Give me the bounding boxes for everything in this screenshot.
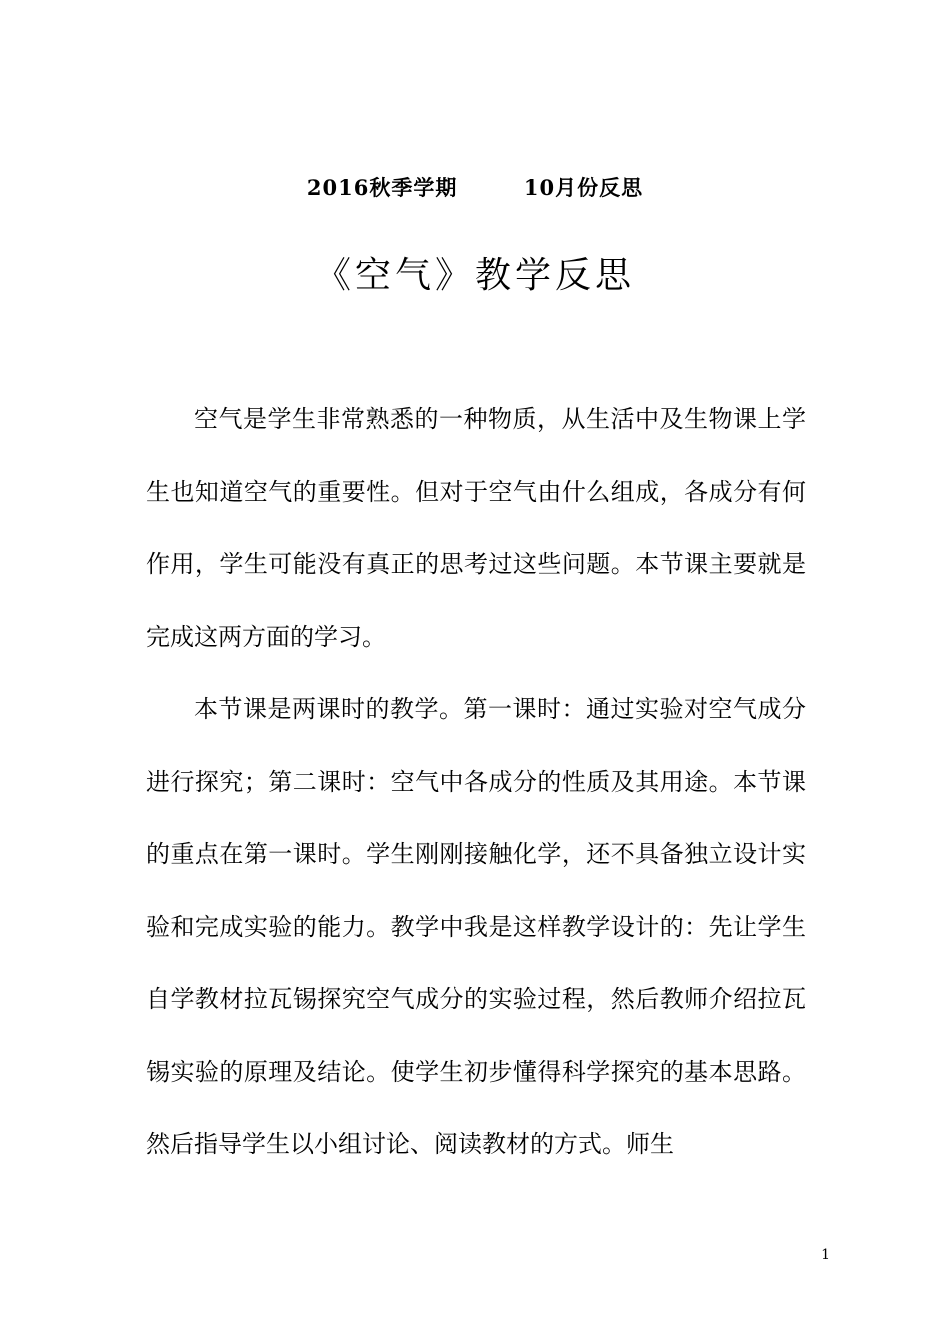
page-number: 1 [821,1247,830,1263]
page-title: 《空气》教学反思 [314,255,635,296]
paragraph: 空气是学生非常熟悉的一种物质，从生活中及生物课上学生也知道空气的重要性。但对于空气由什么组成，各成分有何作用，学生可能没有真正的思考过这些问题。本节课主要就是完成这两方面的学习。 [146,405,806,651]
semester-header: 2016秋季学期 10月份反思 [306,175,644,200]
body-text [146,383,806,1181]
paragraph: 本节课是两课时的教学。第一课时：通过实验对空气成分进行探究；第二课时：空气中各成分的性质及其用途。本节课的重点在第一课时。学生刚刚接触化学，还不具备独立设计实验和完成实验的能力。教学中我是这样教学设计的：先让学生自学教材拉瓦锡探究空气成分的实验过程，然后教师介绍拉瓦锡实验的原理及结论。使学生初步懂得科学探究的基本思路。然后指导学生以小组讨论、阅读教材的方式。师生 [146,695,806,1158]
